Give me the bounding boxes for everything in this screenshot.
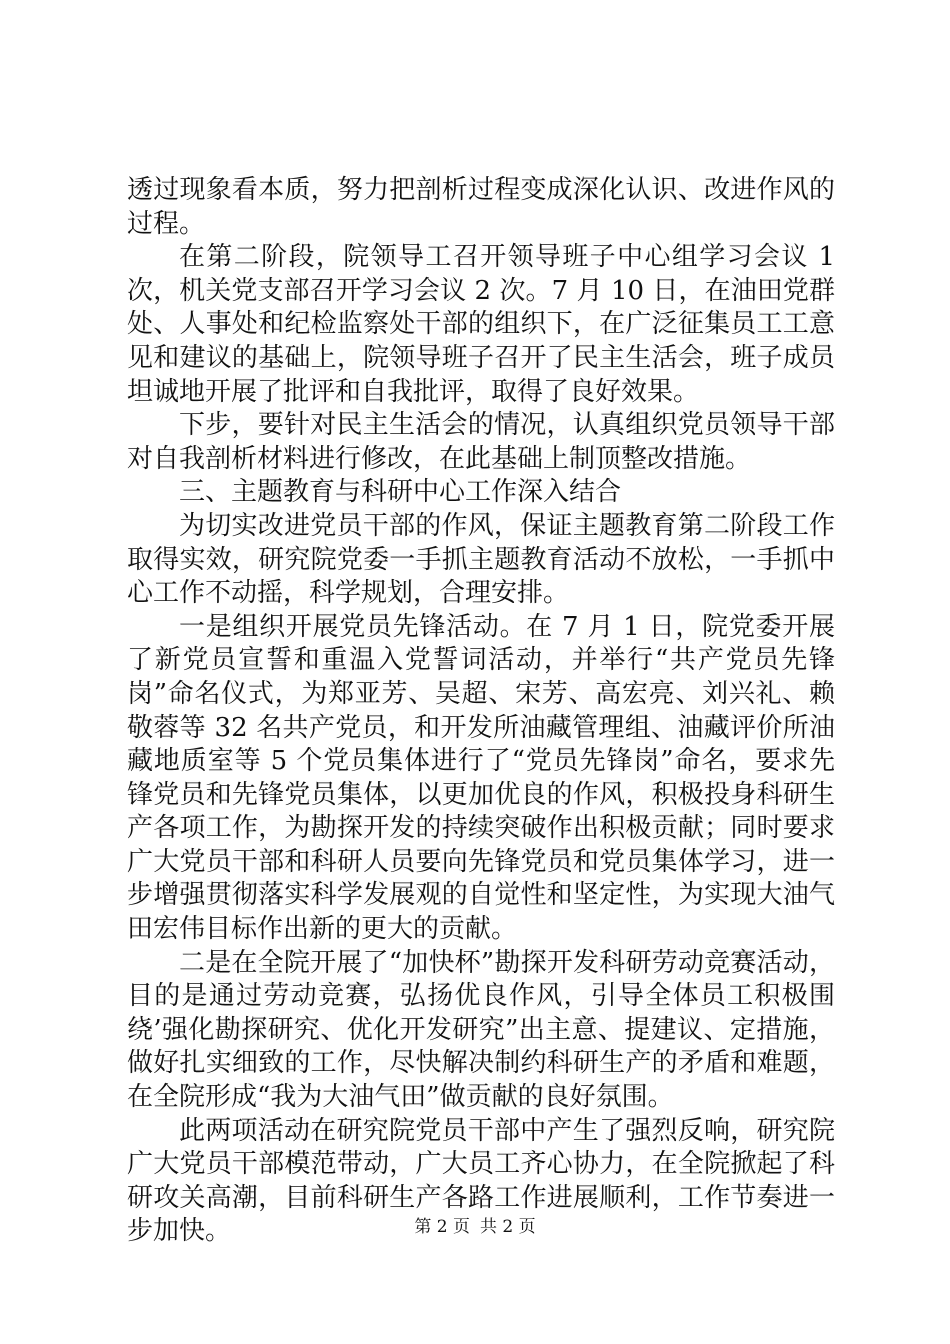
paragraph-second-stage: 在第二阶段，院领导工召开领导班子中心组学习会议 1 次，机关党支部召开学习会议 2 次。7 月 10 日，在油田党群处、人事处和纪检监察处干部的组织下，在广泛征集员工工意见和建议的基础上，院领导班子召开了民主生活会，班子成员坦诚地开展了批评和自我批评，取得了良好效果。	[127, 242, 835, 407]
paragraph-continuation: 透过现象看本质，努力把剖析过程变成深化认识、改进作风的过程。	[127, 175, 835, 239]
document-body	[127, 174, 835, 1249]
paragraph-conclusion: 此两项活动在研究院党员干部中产生了强烈反响，研究院广大党员干部模范带动，广大员工齐心协力，在全院掀起了科研攻关高潮，目前科研生产各路工作进展顺利，工作节奏进一步加快。	[127, 1115, 835, 1247]
page-total: 共 2 页	[480, 1217, 536, 1237]
page-number: 第 2 页	[414, 1217, 470, 1237]
page-footer	[0, 1215, 950, 1239]
paragraph-next-step: 下步，要针对民主生活会的情况，认真组织党员领导干部对自我剖析材料进行修改，在此基础上制顶整改措施。	[127, 410, 835, 474]
section-heading: 三、主题教育与科研中心工作深入结合	[179, 477, 622, 508]
paragraph-pioneer-activity: 一是组织开展党员先锋活动。在 7 月 1 日，院党委开展了新党员宣誓和重温入党誓词活动，并举行“共产党员先锋岗”命名仪式，为郑亚芳、吴超、宋芳、高宏亮、刘兴礼、赖敬蓉等 32 名共产党员，和开发所油藏管理组、油藏评价所油藏地质室等 5 个党员集体进行了“党员先锋岗”命名，要求先锋党员和先锋党员集体，以更加优良的作风，积极投身科研生产各项工作，为勘探开发的持续突破作出积极贡献；同时要求广大党员干部和科研人员要向先锋党员和党员集体学习，进一步增强贯彻落实科学发展观的自觉性和坚定性，为实现大油气田宏伟目标作出新的更大的贡献。	[127, 611, 835, 945]
paragraph-labor-competition: 二是在全院开展了“加快杯”勘探开发科研劳动竞赛活动，目的是通过劳动竞赛，弘扬优良作风，引导全体员工积极围绕’强化勘探研究、优化开发研究”出主意、提建议、定措施，做好扎实细致的工作，尽快解决制约科研生产的矛盾和难题，在全院形成“我为大油气田”做贡献的良好氛围。	[127, 947, 835, 1113]
paragraph-intro: 为切实改进党员干部的作风，保证主题教育第二阶段工作取得实效，研究院党委一手抓主题教育活动不放松，一手抓中心工作不动摇，科学规划，合理安排。	[127, 510, 835, 609]
